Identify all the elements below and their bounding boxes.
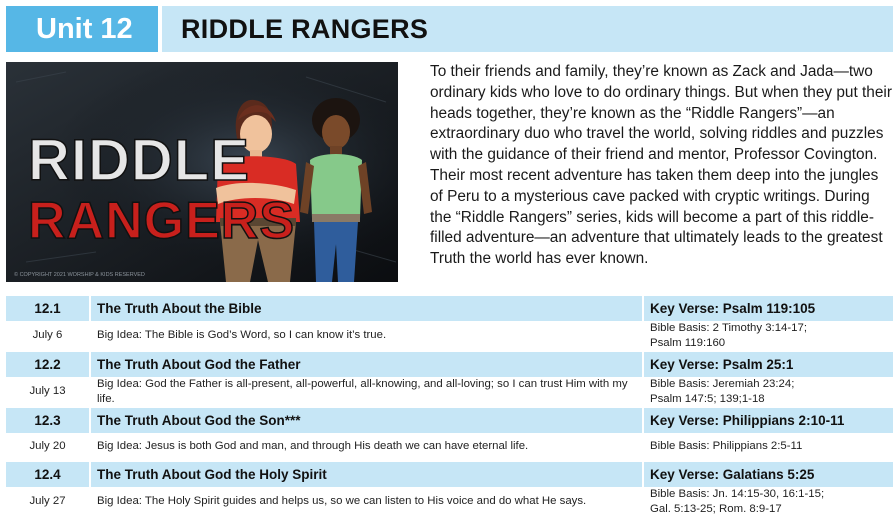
- lesson-number: 12.3: [6, 407, 90, 433]
- bible-basis-line: Gal. 5:13-25; Rom. 8:9-17: [650, 502, 887, 516]
- lesson-header-row: [6, 351, 893, 377]
- copyright-note: © COPYRIGHT 2021 WORSHIP & KIDS RESERVED: [14, 271, 145, 278]
- lesson-title: The Truth About God the Son***: [90, 407, 643, 433]
- bible-basis-line: Psalm 147:5; 139;1-18: [650, 392, 887, 407]
- bible-basis-line: Bible Basis: Jn. 14:15-30, 16:1-15;: [650, 487, 887, 502]
- logo-word-riddle: RIDDLE: [28, 128, 250, 193]
- lesson-detail-row: [6, 377, 893, 407]
- lesson-header-row: [6, 461, 893, 487]
- key-verse: Key Verse: Psalm 25:1: [643, 351, 893, 377]
- key-verse: Key Verse: Philippians 2:10-11: [643, 407, 893, 433]
- logo-word-rangers: RANGERS: [28, 192, 295, 250]
- lesson-title: The Truth About God the Father: [90, 351, 643, 377]
- unit-title: RIDDLE RANGERS: [162, 6, 893, 52]
- big-idea: Big Idea: The Bible is God’s Word, so I can know it’s true.: [90, 321, 643, 351]
- lesson-detail-row: [6, 433, 893, 461]
- lesson-number: 12.1: [6, 295, 90, 321]
- series-description: To their friends and family, they’re known as Zack and Jada—two ordinary kids who love to do ordinary things. But when they put their heads together, they’re known as the “Riddle Rangers”—an extraordinary duo who travel the world, solving riddles and puzzles with the guidance of their friend and mentor, Professor Covington. Their most recent adventure has taken them deep into the jungles of Peru to a mysterious cave packed with cryptic writings. During the “Riddle Rangers” series, kids will become a part of this riddle-filled adventure—an adventure that ultimately leads to the greatest Truth the world has ever known.: [430, 62, 892, 270]
- big-idea: Big Idea: The Holy Spirit guides and helps us, so we can listen to His voice and do what He says.: [90, 487, 643, 516]
- lesson-schedule-table: [6, 294, 893, 516]
- lesson-date: July 13: [6, 377, 90, 407]
- bible-basis-line: Bible Basis: Philippians 2:5-11: [650, 439, 887, 454]
- bible-basis-line: Psalm 119:160: [650, 336, 887, 351]
- lesson-title: The Truth About the Bible: [90, 295, 643, 321]
- key-verse: Key Verse: Galatians 5:25: [643, 461, 893, 487]
- lesson-number: 12.2: [6, 351, 90, 377]
- lesson-date: July 27: [6, 487, 90, 516]
- bible-basis-line: Bible Basis: 2 Timothy 3:14-17;: [650, 321, 887, 336]
- lesson-header-row: [6, 295, 893, 321]
- bible-basis: [643, 433, 893, 461]
- big-idea: Big Idea: Jesus is both God and man, and through His death we can have eternal life.: [90, 433, 643, 461]
- unit-label: Unit 12: [6, 6, 158, 52]
- key-verse: Key Verse: Psalm 119:105: [643, 295, 893, 321]
- lesson-date: July 20: [6, 433, 90, 461]
- lesson-detail-row: [6, 321, 893, 351]
- series-promo-image: [6, 62, 398, 282]
- lesson-header-row: [6, 407, 893, 433]
- bible-basis-line: Bible Basis: Jeremiah 23:24;: [650, 377, 887, 392]
- lesson-number: 12.4: [6, 461, 90, 487]
- bible-basis: [643, 377, 893, 407]
- lesson-detail-row: [6, 487, 893, 516]
- lesson-date: July 6: [6, 321, 90, 351]
- big-idea: Big Idea: God the Father is all-present, all-powerful, all-knowing, and all-loving; so I can trust Him with my life.: [90, 377, 643, 407]
- bible-basis: [643, 487, 893, 516]
- unit-header: [6, 6, 893, 52]
- lesson-title: The Truth About God the Holy Spirit: [90, 461, 643, 487]
- bible-basis: [643, 321, 893, 351]
